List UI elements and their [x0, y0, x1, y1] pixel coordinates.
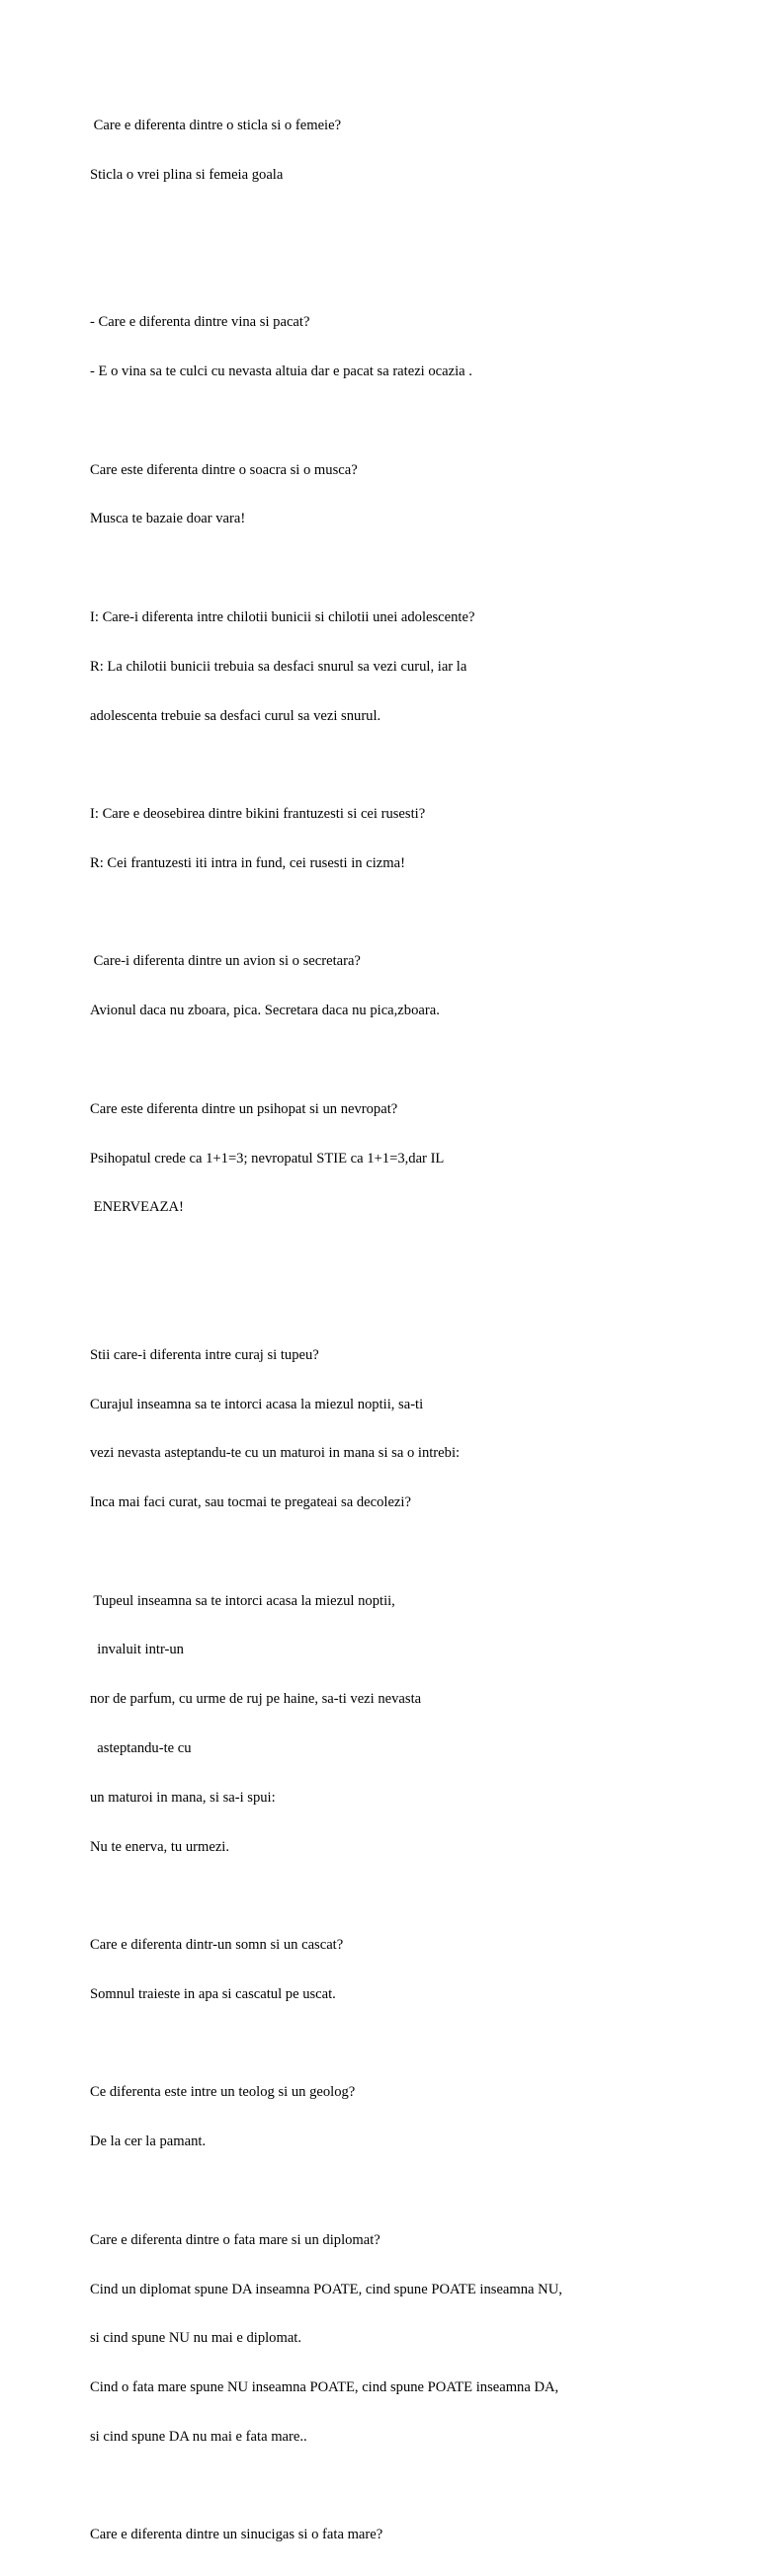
- text-line: invaluit intr-un: [90, 1642, 184, 1658]
- text-line: nor de parfum, cu urme de ruj pe haine, sa-ti vezi nevasta: [90, 1691, 422, 1708]
- document-text: [90, 85, 722, 2576]
- text-line: vezi nevasta asteptandu-te cu un maturoi in mana si sa o intrebi:: [90, 1445, 461, 1462]
- text-line: I: Care-i diferenta intre chilotii bunicii si chilotii unei adolescente?: [90, 609, 475, 625]
- text-line: R: Cei frantuzesti iti intra in fund, cei rusesti in cizma!: [90, 854, 405, 871]
- text-line: [90, 1888, 722, 1904]
- text-line: [90, 560, 722, 577]
- text-line: R: La chilotii bunicii trebuia sa desfaci snurul sa vezi curul, iar la: [90, 658, 467, 675]
- text-line: [90, 216, 722, 233]
- text-line: Curajul inseamna sa te intorci acasa la miezul noptii, sa-ti: [90, 1396, 424, 1412]
- text-line: Care e diferenta dintre o fata mare si un diplomat?: [90, 2231, 380, 2248]
- text-line: Care-i diferenta dintre un avion si o secretara?: [90, 953, 361, 970]
- text-line: [90, 1298, 722, 1315]
- text-line: [90, 266, 722, 282]
- text-line: Tupeul inseamna sa te intorci acasa la miezul noptii,: [90, 1592, 395, 1609]
- text-line: Inca mai faci curat, sau tocmai te pregateai sa decolezi?: [90, 1494, 411, 1511]
- text-line: Care este diferenta dintre o soacra si o musca?: [90, 461, 358, 478]
- text-line: Avionul daca nu zboara, pica. Secretara daca nu pica,zboara.: [90, 1003, 440, 1019]
- text-line: Cind o fata mare spune NU inseamna POATE, cind spune POATE inseamna DA,: [90, 2379, 559, 2396]
- text-line: [90, 413, 722, 430]
- text-line: [90, 905, 722, 922]
- text-line: Cind un diplomat spune DA inseamna POATE, cind spune POATE inseamna NU,: [90, 2281, 562, 2297]
- text-line: [90, 2478, 722, 2495]
- text-line: Nu te enerva, tu urmezi.: [90, 1838, 230, 1855]
- text-line: asteptandu-te cu: [90, 1739, 192, 1756]
- text-line: I: Care e deosebirea dintre bikini frantuzesti si cei rusesti?: [90, 806, 426, 823]
- text-line: [90, 1544, 722, 1561]
- text-line: un maturoi in mana, si sa-i spui:: [90, 1789, 276, 1806]
- text-line: [90, 2183, 722, 2200]
- text-line: Ce diferenta este intre un teolog si un geolog?: [90, 2084, 356, 2101]
- text-line: [90, 1248, 722, 1265]
- text-line: si cind spune DA nu mai e fata mare..: [90, 2428, 307, 2445]
- text-line: Somnul traieste in apa si cascatul pe uscat.: [90, 1985, 336, 2002]
- text-line: - E o vina sa te culci cu nevasta altuia dar e pacat sa ratezi ocazia .: [90, 363, 472, 380]
- text-line: Psihopatul crede ca 1+1=3; nevropatul STIE ca 1+1=3,dar IL: [90, 1150, 445, 1167]
- text-line: Care e diferenta dintre o sticla si o femeie?: [90, 118, 342, 134]
- text-line: Care e diferenta dintr-un somn si un cascat?: [90, 1937, 344, 1954]
- text-line: De la cer la pamant.: [90, 2133, 207, 2150]
- text-line: [90, 757, 722, 773]
- text-line: Musca te bazaie doar vara!: [90, 511, 246, 527]
- text-line: ENERVEAZA!: [90, 1199, 184, 1216]
- text-line: [90, 1052, 722, 1069]
- text-line: Care e diferenta dintre un sinucigas si o fata mare?: [90, 2527, 383, 2543]
- text-line: Sticla o vrei plina si femeia goala: [90, 166, 284, 183]
- text-line: adolescenta trebuie sa desfaci curul sa vezi snurul.: [90, 707, 381, 724]
- text-line: - Care e diferenta dintre vina si pacat?: [90, 314, 310, 331]
- text-line: Stii care-i diferenta intre curaj si tupeu?: [90, 1346, 319, 1363]
- text-line: si cind spune NU nu mai e diplomat.: [90, 2330, 302, 2347]
- text-line: [90, 2036, 722, 2053]
- text-line: Care este diferenta dintre un psihopat si un nevropat?: [90, 1100, 398, 1117]
